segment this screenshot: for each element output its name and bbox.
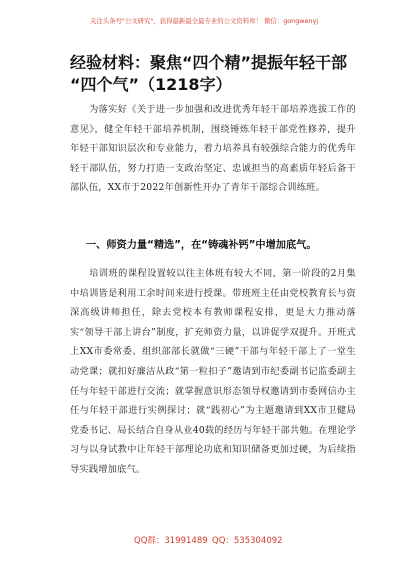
section-paragraph (70, 264, 356, 480)
header-banner: 关注头条号"公文研究"，获得最新最全最专业的公文资料库！ 微信：gongwenyj (89, 17, 319, 25)
intro-paragraph-text: 为落实好《关于进一步加强和改进优秀年轻干部培养选拔工作的意见》，健全年轻干部培养机制，围绕锤炼年轻干部党性修养，提升年轻干部知识层次和专业能力，着力培养具有较强综合能力的优秀年轻干部队伍，努力打造一支政治坚定、忠诚担当的高素质年轻后备干部队伍，XX市于2022年创新性开办了青年干部综合训练班。 (70, 104, 356, 194)
footer-qq-group: QQ群：31991489 (134, 536, 208, 546)
section-paragraph-text: 培训班的课程设置较以往主体班有较大不同，第一阶段的2月集中培训皆是利用工余时间来进行授课。带班班主任由党校教育长与资深高级讲师担任，除去党校本有教师课程安排，更是大力推动落实“领导干部上讲台”制度，扩充师资力量，以讲促学双提升。开班式上XX市委常委、组织部部长就做“三硬”干部与年轻干部上了一堂生动党课；就扣好廉洁从政“第一粒扣子”邀请到市纪委副书记监委副主任与年轻干部进行交流；就掌握意识形态领导权邀请到市委网信办主任与年轻干部进行实例探讨；就“践初心”为主题邀请到XX市卫健局党委书记、局长结合自身从业40载的经历与年轻干部共勉。在理论学习与以身试教中让年轻干部理论功底和知识储备更加过硬，为后续指导实践增加底气。 (70, 268, 356, 475)
footer-qq-contact: QQ：535304092 (212, 536, 283, 546)
page-title-line2: “四个气”（1218字） (70, 75, 232, 94)
section-heading: 一、师资力量“精选”，在“铸魂补钙”中增加底气。 (86, 240, 317, 251)
page-title-line1: 经验材料：聚焦“四个精”提振年轻干部 (70, 53, 348, 72)
intro-paragraph (70, 100, 356, 198)
